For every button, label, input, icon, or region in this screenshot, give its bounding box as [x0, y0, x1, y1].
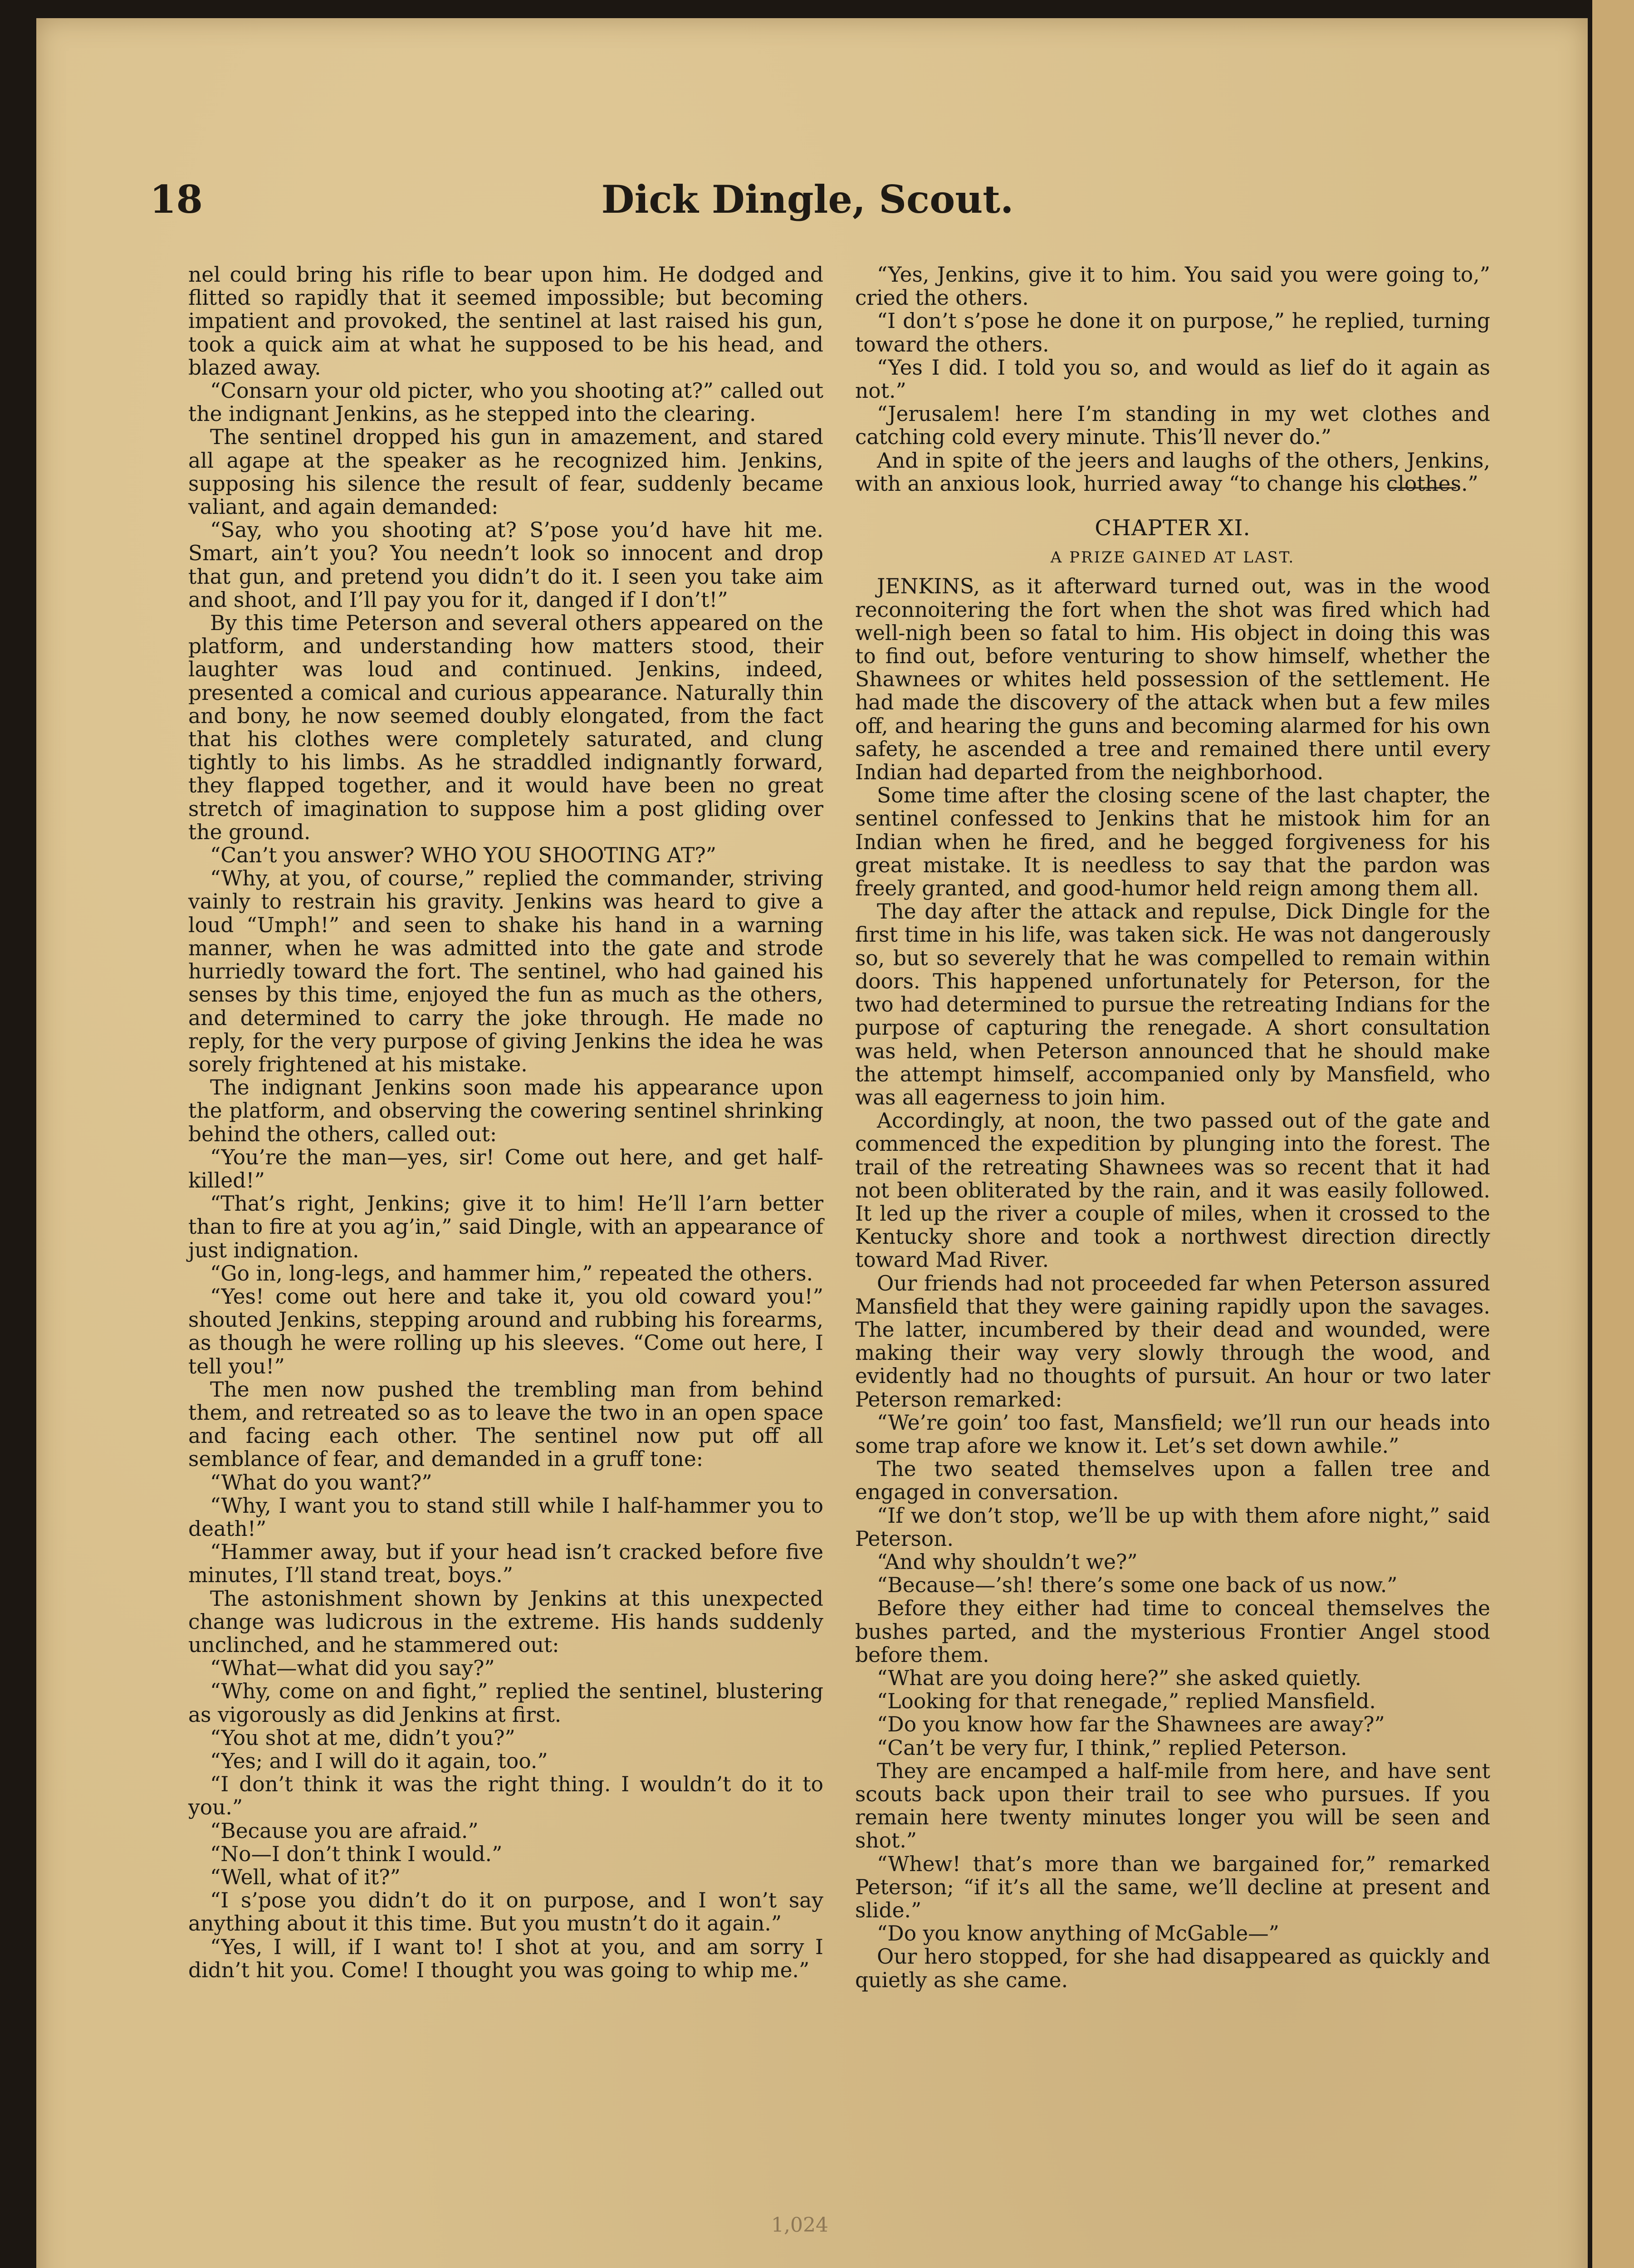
folio-mark: 1,024: [771, 2214, 828, 2237]
paragraph: The men now pushed the trembling man from behind them, and retreated so as to leave the two in an open space and facing each other. The sentinel now put off all semblance of fear, and demanded in a gruff tone:: [188, 1377, 823, 1471]
paragraph: They are encamped a half-mile from here, and have sent scouts back upon their trail to see who pursues. If you remain here twenty minutes longer you will be seen and shot.”: [855, 1759, 1490, 1853]
paragraph: “Yes, I will, if I want to! I shot at you, and am sorry I didn’t hit you. Come! I thought you was going to whip me.”: [188, 1935, 823, 1982]
left-column: [188, 263, 823, 1982]
paragraph: Our friends had not proceeded far when Peterson assured Mansfield that they were gaining rapidly upon the savages. The latter, incumbered by their dead and wounded, were making their way very slowly through the wood, and evidently had no thoughts of pursuit. An hour or two later Peterson remarked:: [855, 1271, 1490, 1412]
paragraph: “Whew! that’s more than we bargained for,” remarked Peterson; “if it’s all the same, we’ll decline at present and slide.”: [855, 1852, 1490, 1923]
paragraph: “Can’t be very fur, I think,” replied Peterson.: [877, 1735, 1347, 1760]
paragraph: “What do you want?”: [210, 1470, 432, 1495]
paragraph: “Well, what of it?”: [210, 1865, 401, 1890]
paragraph: “I s’pose you didn’t do it on purpose, and I won’t say anything about it this time. But you mustn’t do it again.”: [188, 1888, 823, 1936]
paragraph: The day after the attack and repulse, Dick Dingle for the first time in his life, was taken sick. He was not dangerously so, but so severely that he was compelled to remain within doors. This happened unfortunately for Peterson, for the two had determined to pursue the retreating Indians for the purpose of capturing the renegade. A short consultation was held, when Peterson announced that he should make the attempt himself, accompanied only by Mansfield, who was all eagerness to join him.: [855, 899, 1490, 1110]
paragraph: “Hammer away, but if your head isn’t cracked before five minutes, I’ll stand treat, boys.”: [188, 1540, 823, 1588]
chapter-subtitle: A PRIZE GAINED AT LAST.: [1050, 548, 1295, 567]
paragraph: “Go in, long-legs, and hammer him,” repeated the others.: [210, 1261, 813, 1286]
paragraph: nel could bring his rifle to bear upon him. He dodged and flitted so rapidly that it seemed impossible; but becoming impatient and provoked, the sentinel at last raised his gun, took a quick aim at what he supposed to be his head, and blazed away.: [188, 263, 823, 380]
paragraph: “Yes! come out here and take it, you old coward you!” shouted Jenkins, stepping around and rubbing his forearms, as though he were rolling up his sleeves. “Come out here, I tell you!”: [188, 1284, 823, 1378]
paragraph: “I don’t think it was the right thing. I wouldn’t do it to you.”: [188, 1772, 823, 1820]
paragraph: Some time after the closing scene of the last chapter, the sentinel confessed to Jenkins that he mistook him for an Indian when he fired, and he begged forgiveness for his great mistake. It is needless to say that the pardon was freely granted, and good-humor held reign among them all.: [855, 783, 1490, 901]
paragraph: “Consarn your old picter, who you shooting at?” called out the indignant Jenkins, as he stepped into the clearing.: [188, 379, 823, 426]
paragraph: “Because—’sh! there’s some one back of us now.”: [877, 1573, 1398, 1598]
paragraph: “We’re goin’ too fast, Mansfield; we’ll run our heads into some trap afore we know it. Let’s set down awhile.”: [855, 1410, 1490, 1458]
paragraph: “Say, who you shooting at? S’pose you’d have hit me. Smart, ain’t you? You needn’t look so innocent and drop that gun, and pretend you didn’t do it. I seen you take aim and shoot, and I’ll pay you for it, danged if I don’t!”: [188, 518, 823, 612]
paragraph: “Why, come on and fight,” replied the sentinel, blustering as vigorously as did Jenkins at first.: [188, 1679, 823, 1727]
paragraph: “Can’t you answer? WHO YOU SHOOTING AT?”: [210, 843, 716, 868]
paragraph: And in spite of the jeers and laughs of the others, Jenkins, with an anxious look, hurried away “to change his clothes.”: [855, 448, 1490, 496]
paragraph: “I don’t s’pose he done it on purpose,” he replied, turning toward the others.: [855, 309, 1490, 357]
right-column: [855, 263, 1490, 1992]
page-number: 18: [150, 177, 203, 222]
running-title: Dick Dingle, Scout.: [601, 177, 1014, 222]
paragraph: “Jerusalem! here I’m standing in my wet clothes and catching cold every minute. This’ll never do.”: [855, 402, 1490, 450]
paragraph: By this time Peterson and several others appeared on the platform, and understanding how matters stood, their laughter was loud and continued. Jenkins, indeed, presented a comical and curious appearance. Naturally thin and bony, he now seemed doubly elongated, from the fact that his clothes were completely saturated, and clung tightly to his limbs. As he straddled indignantly forward, they flapped together, and it would have been no great stretch of imagination to suppose him a post gliding over the ground.: [188, 611, 823, 844]
paragraph: “Looking for that renegade,” replied Mansfield.: [877, 1689, 1376, 1714]
chapter-heading: CHAPTER XI.: [1095, 515, 1251, 541]
paragraph: “No—I don’t think I would.”: [210, 1842, 503, 1866]
paragraph: The astonishment shown by Jenkins at this unexpected change was ludicrous in the extreme. His hands suddenly unclinched, and he stammered out:: [188, 1586, 823, 1657]
paragraph: “Why, I want you to stand still while I half-hammer you to death!”: [188, 1493, 823, 1541]
paragraph: “Yes; and I will do it again, too.”: [210, 1749, 548, 1773]
paragraph: “What are you doing here?” she asked quietly.: [877, 1666, 1362, 1690]
adjacent-page-edge: [1592, 0, 1634, 2268]
paragraph: “That’s right, Jenkins; give it to him! He’ll l’arn better than to fire at you ag’in,” said Dingle, with an appearance of just indignation.: [188, 1192, 823, 1262]
paragraph: Our hero stopped, for she had disappeared as quickly and quietly as she came.: [855, 1945, 1490, 1992]
paragraph: JENKINS, as it afterward turned out, was in the wood reconnoitering the fort when the shot was fired which had well-nigh been so fatal to him. His object in doing this was to find out, before venturing to show himself, whether the Shawnees or whites held possession of the settlement. He had made the discovery of the attack when but a few miles off, and hearing the guns and becoming alarmed for his own safety, he ascended a tree and remained there until every Indian had departed from the neighborhood.: [855, 574, 1490, 785]
paragraph: “Do you know anything of McGable—”: [877, 1921, 1279, 1946]
paragraph: “You shot at me, didn’t you?”: [210, 1725, 515, 1750]
paragraph: “Because you are afraid.”: [210, 1818, 479, 1843]
paragraph: The indignant Jenkins soon made his appearance upon the platform, and observing the cowering sentinel shrinking behind the others, called out:: [188, 1075, 823, 1146]
paragraph: “If we don’t stop, we’ll be up with them afore night,” said Peterson.: [855, 1503, 1490, 1551]
paragraph: “Yes I did. I told you so, and would as lief do it again as not.”: [855, 355, 1490, 403]
paragraph: “Why, at you, of course,” replied the commander, striving vainly to restrain his gravity. Jenkins was heard to give a loud “Umph!” and seen to shake his hand in a warning manner, when he was admitted into the gate and strode hurriedly toward the fort. The sentinel, who had gained his senses by this time, enjoyed the fun as much as the others, and determined to carry the joke through. He made no reply, for the very purpose of giving Jenkins the idea he was sorely frightened at his mistake.: [188, 866, 823, 1076]
paragraph: The two seated themselves upon a fallen tree and engaged in conversation.: [855, 1457, 1490, 1505]
paragraph: “What—what did you say?”: [210, 1656, 495, 1681]
paragraph: “Yes, Jenkins, give it to him. You said you were going to,” cried the others.: [855, 263, 1490, 310]
running-header: [150, 177, 1465, 236]
paragraph: “And why shouldn’t we?”: [877, 1549, 1138, 1574]
paragraph: “Do you know how far the Shawnees are away?”: [877, 1712, 1385, 1737]
paragraph: The sentinel dropped his gun in amazement, and stared all agape at the speaker as he recognized him. Jenkins, supposing his silence the result of fear, suddenly became valiant, and again demanded:: [188, 425, 823, 519]
paragraph: “You’re the man—yes, sir! Come out here, and get half-killed!”: [188, 1145, 823, 1193]
paragraph: Before they either had time to conceal themselves the bushes parted, and the mysterious Frontier Angel stood before them.: [855, 1596, 1490, 1667]
paragraph: Accordingly, at noon, the two passed out of the gate and commenced the expedition by plunging into the forest. The trail of the retreating Shawnees was so recent that it had not been obliterated by the rain, and it was easily followed. It led up the river a couple of miles, when it crossed to the Kentucky shore and took a northwest direction directly toward Mad River.: [855, 1109, 1490, 1272]
